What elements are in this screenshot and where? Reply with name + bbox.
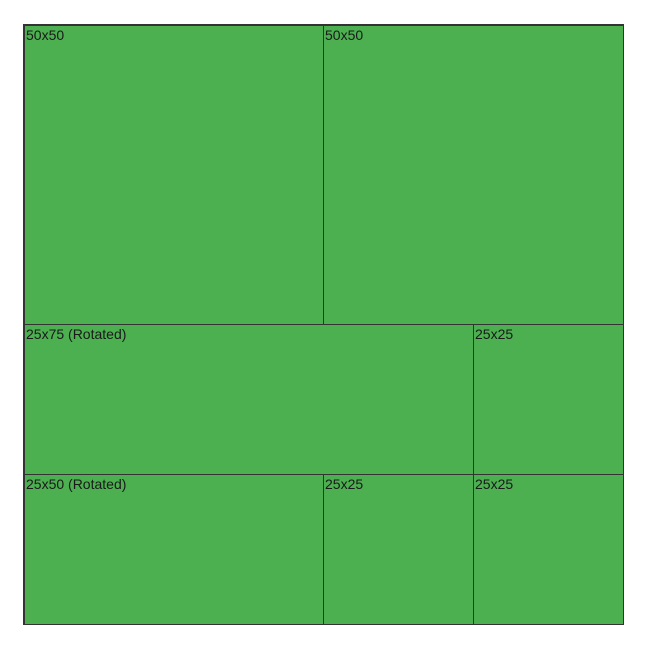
tile-50x50-top-right bbox=[323, 25, 624, 325]
tile-25x25-middle-right bbox=[473, 324, 624, 475]
tile-25x50-rotated bbox=[24, 474, 324, 625]
tile-label: 50x50 bbox=[26, 27, 65, 43]
tile-25x75-rotated bbox=[24, 324, 474, 475]
packing-board bbox=[23, 24, 624, 625]
tile-label: 25x50 (Rotated) bbox=[26, 476, 127, 492]
tile-25x25-bottom-middle bbox=[323, 474, 474, 625]
tile-25x25-bottom-right bbox=[473, 474, 624, 625]
tile-label: 50x50 bbox=[325, 27, 364, 43]
tile-label: 25x25 bbox=[475, 476, 514, 492]
tile-label: 25x75 (Rotated) bbox=[26, 326, 127, 342]
tile-label: 25x25 bbox=[325, 476, 364, 492]
tile-label: 25x25 bbox=[475, 326, 514, 342]
tile-50x50-top-left bbox=[24, 25, 324, 325]
